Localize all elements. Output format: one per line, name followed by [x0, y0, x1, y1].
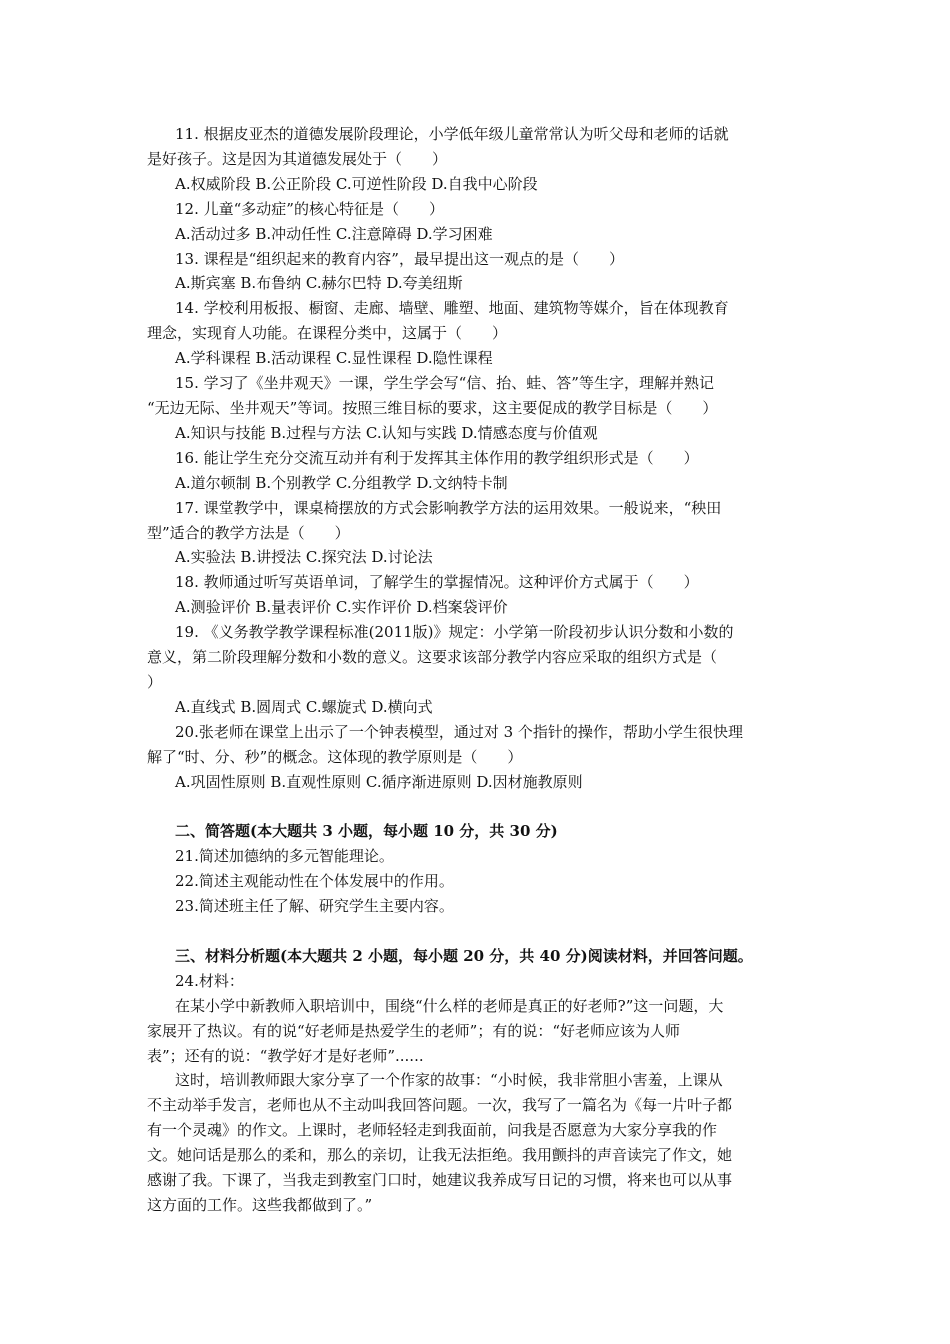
- q13-stem: 13. 课程是“组织起来的教育内容”，最早提出这一观点的是（ ）: [175, 249, 624, 268]
- q14-stem-line1: 14. 学校利用板报、橱窗、走廊、墙壁、雕塑、地面、建筑物等媒介，旨在体现教育: [175, 299, 729, 318]
- q17-stem-line2: 型”适合的教学方法是（ ）: [147, 523, 350, 542]
- q23: 23.简述班主任了解、研究学生主要内容。: [175, 897, 454, 916]
- q15-options: A.知识与技能 B.过程与方法 C.认知与实践 D.情感态度与价值观: [175, 423, 598, 442]
- document-page: [147, 122, 807, 1218]
- material-line1: 在某小学中新教师入职培训中，围绕“什么样的老师是真正的好老师?”这一问题，大: [175, 996, 724, 1015]
- q22: 22.简述主观能动性在个体发展中的作用。: [175, 872, 454, 891]
- q18-options: A.测验评价 B.量表评价 C.实作评价 D.档案袋评价: [175, 598, 508, 617]
- q17-stem-line1: 17. 课堂教学中，课桌椅摆放的方式会影响教学方法的运用效果。一般说来，“秧田: [175, 498, 722, 517]
- material-line7: 文。她问话是那么的柔和，那么的亲切，让我无法拒绝。我用颤抖的声音读完了作文，她: [147, 1146, 733, 1165]
- material-line5: 不主动举手发言，老师也从不主动叫我回答问题。一次，我写了一篇名为《每一片叶子都: [147, 1096, 733, 1115]
- q19-stem-line2: 意义，第二阶段理解分数和小数的意义。这要求该部分教学内容应采取的组织方式是（: [147, 648, 718, 667]
- q17-options: A.实验法 B.讲授法 C.探究法 D.讨论法: [175, 548, 433, 567]
- material-line8: 感谢了我。下课了，当我走到教室门口时，她建议我养成写日记的习惯，将来也可以从事: [147, 1171, 733, 1190]
- q18-stem: 18. 教师通过听写英语单词，了解学生的掌握情况。这种评价方式属于（ ）: [175, 573, 699, 592]
- q20-stem-line1: 20.张老师在课堂上出示了一个钟表模型，通过对 3 个指针的操作，帮助小学生很快理: [175, 722, 743, 741]
- material-line2: 家展开了热议。有的说“好老师是热爱学生的老师”；有的说：“好老师应该为人师: [147, 1021, 681, 1040]
- q19-stem-line1: 19. 《义务教学教学课程标准(2011版)》规定：小学第一阶段初步认识分数和小数的: [175, 623, 734, 642]
- q11-stem-line1: 11. 根据皮亚杰的道德发展阶段理论，小学低年级儿童常常认为听父母和老师的话就: [175, 125, 729, 143]
- q19-options: A.直线式 B.圆周式 C.螺旋式 D.横向式: [175, 697, 433, 716]
- q11-stem-line2: 是好孩子。这是因为其道德发展处于（ ）: [147, 149, 448, 168]
- material-line4: 这时，培训教师跟大家分享了一个作家的故事：“小时候，我非常胆小害羞，上课从: [175, 1071, 723, 1090]
- q14-options: A.学科课程 B.活动课程 C.显性课程 D.隐性课程: [175, 349, 493, 368]
- q20-stem-line2: 解了“时、分、秒”的概念。这体现的教学原则是（ ）: [147, 747, 523, 766]
- q24-label: 24.材料：: [175, 971, 244, 990]
- q19-stem-line3: ）: [147, 672, 163, 691]
- section-3-heading: 三、材料分析题(本大题共 2 小题，每小题 20 分，共 40 分)阅读材料，并回答问题。: [175, 946, 753, 965]
- q15-stem-line1: 15. 学习了《坐井观天》一课，学生学会写“信、抬、蛙、答”等生字，理解并熟记: [175, 374, 714, 393]
- q11-options: A.权威阶段 B.公正阶段 C.可逆性阶段 D.自我中心阶段: [175, 174, 538, 193]
- section-2-heading: 二、简答题(本大题共 3 小题，每小题 10 分，共 30 分): [175, 822, 558, 841]
- spacer: [147, 919, 807, 944]
- q16-options: A.道尔顿制 B.个别教学 C.分组教学 D.文纳特卡制: [175, 473, 508, 492]
- q15-stem-line2: “无边无际、坐井观天”等词。按照三维目标的要求，这主要促成的教学目标是（ ）: [147, 398, 718, 417]
- material-line3: 表”；还有的说：“教学好才是好老师”......: [147, 1046, 424, 1065]
- material-line9: 这方面的工作。这些我都做到了。”: [147, 1195, 373, 1214]
- q16-stem: 16. 能让学生充分交流互动并有利于发挥其主体作用的教学组织形式是（ ）: [175, 448, 699, 467]
- material-line6: 有一个灵魂》的作文。上课时，老师轻轻走到我面前，问我是否愿意为大家分享我的作: [147, 1121, 718, 1140]
- q14-stem-line2: 理念，实现育人功能。在课程分类中，这属于（ ）: [147, 324, 508, 343]
- q12-options: A.活动过多 B.冲动任性 C.注意障碍 D.学习困难: [175, 224, 493, 243]
- q20-options: A.巩固性原则 B.直观性原则 C.循序渐进原则 D.因材施教原则: [175, 772, 583, 791]
- q13-options: A.斯宾塞 B.布鲁纳 C.赫尔巴特 D.夸美纽斯: [175, 274, 463, 293]
- q12-stem: 12. 儿童“多动症”的核心特征是（ ）: [175, 199, 444, 218]
- q21: 21.简述加德纳的多元智能理论。: [175, 847, 394, 866]
- spacer: [147, 794, 807, 819]
